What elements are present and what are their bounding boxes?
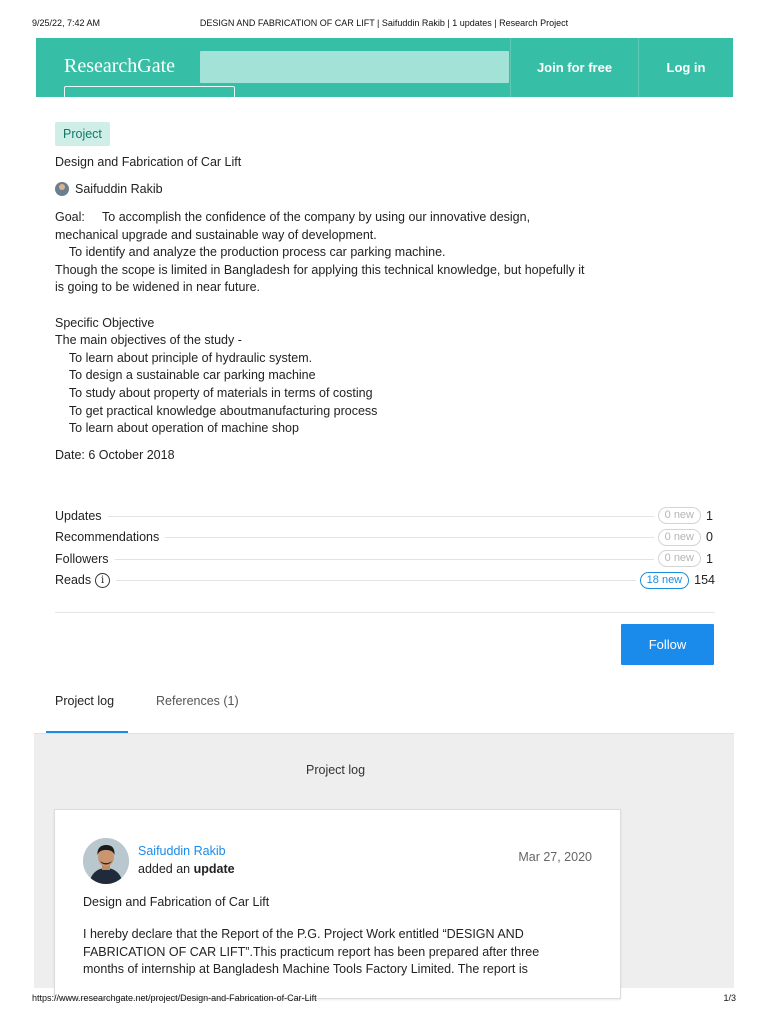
project-goal-text: Goal: To accomplish the confidence of the company by using our innovative design, mechanical upgrade and sustainable way of development. To identify and analyze the production process car parking machine. Though the scope is limited in Bangladesh for applying this technical knowledge, but hopefully it is going to be widened in near future. Specific Objective The main objectives of the study - To learn about principle of hydraulic system. To design a sustainable car parking machine To study about property of materials in terms of costing To get practical knowledge aboutmanufacturing process To learn about operation of machine shop <box>55 210 585 436</box>
author-avatar[interactable] <box>83 838 129 884</box>
print-footer <box>32 993 736 1007</box>
stat-divider-line <box>55 516 655 517</box>
info-icon[interactable]: i <box>95 573 110 588</box>
new-count-pill: 18 new <box>640 572 689 589</box>
project-log-heading: Project log <box>306 763 366 777</box>
log-in-button[interactable]: Log in <box>638 38 733 97</box>
project-title: Design and Fabrication of Car Lift <box>55 155 242 169</box>
author-name[interactable]: Saifuddin Rakib <box>75 182 163 196</box>
log-entry-body: I hereby declare that the Report of the P.G. Project Work entitled “DESIGN AND FABRICATION OF CAR LIFT”.This practicum report has been prepared after three months of internship at Bangladesh Machine Tools Factory Limited. The report is <box>83 927 540 976</box>
avatar-portrait-icon <box>83 838 129 884</box>
join-for-free-button[interactable]: Join for free <box>510 38 638 97</box>
project-tabs <box>46 690 734 733</box>
new-count-pill: 0 new <box>658 507 701 524</box>
print-page-number: 1/3 <box>723 993 736 1003</box>
log-entry-card <box>54 809 621 999</box>
stat-count: 1 <box>706 508 713 523</box>
log-entry-title: Design and Fabrication of Car Lift <box>83 895 270 909</box>
search-input[interactable] <box>200 51 509 83</box>
print-header <box>32 18 736 32</box>
log-entry-date: Mar 27, 2020 <box>518 850 592 864</box>
project-date: Date: 6 October 2018 <box>55 448 175 462</box>
tab-project-log[interactable]: Project log <box>55 694 115 708</box>
researchgate-logo[interactable]: ResearchGate <box>64 55 176 77</box>
log-action-text <box>138 862 235 876</box>
project-stats <box>55 505 715 591</box>
log-action-prefix: added an <box>138 862 194 876</box>
follow-button[interactable]: Follow <box>621 624 714 665</box>
site-header <box>36 38 733 97</box>
log-author-link[interactable]: Saifuddin Rakib <box>138 844 226 858</box>
section-divider <box>55 612 715 613</box>
stat-label-wrapper <box>55 573 116 588</box>
print-datetime: 9/25/22, 7:42 AM <box>32 18 101 28</box>
stat-row-followers <box>55 548 715 570</box>
project-log-section <box>34 733 734 988</box>
stat-label: Recommendations <box>55 530 165 544</box>
stat-row-recommendations <box>55 527 715 549</box>
project-badge: Project <box>55 122 110 146</box>
stat-label: Reads <box>55 573 92 588</box>
new-count-pill: 0 new <box>658 550 701 567</box>
log-action-type: update <box>193 862 235 876</box>
stat-divider-line <box>55 580 655 581</box>
project-author[interactable] <box>55 182 715 196</box>
tab-references[interactable]: References (1) <box>156 694 239 708</box>
stat-row-updates <box>55 505 715 527</box>
header-dropdown-peek <box>64 86 235 97</box>
author-avatar-icon <box>55 182 69 196</box>
stat-divider-line <box>55 559 655 560</box>
stat-count: 154 <box>694 573 715 588</box>
stat-row-reads <box>55 570 715 592</box>
stat-count: 0 <box>706 530 713 545</box>
print-url: https://www.researchgate.net/project/Design-and-Fabrication-of-Car-Lift <box>32 993 317 1003</box>
stat-count: 1 <box>706 551 713 566</box>
print-page-title: DESIGN AND FABRICATION OF CAR LIFT | Saifuddin Rakib | 1 updates | Research Project <box>199 18 569 28</box>
stat-label: Updates <box>55 509 108 523</box>
new-count-pill: 0 new <box>658 529 701 546</box>
stat-label: Followers <box>55 552 115 566</box>
